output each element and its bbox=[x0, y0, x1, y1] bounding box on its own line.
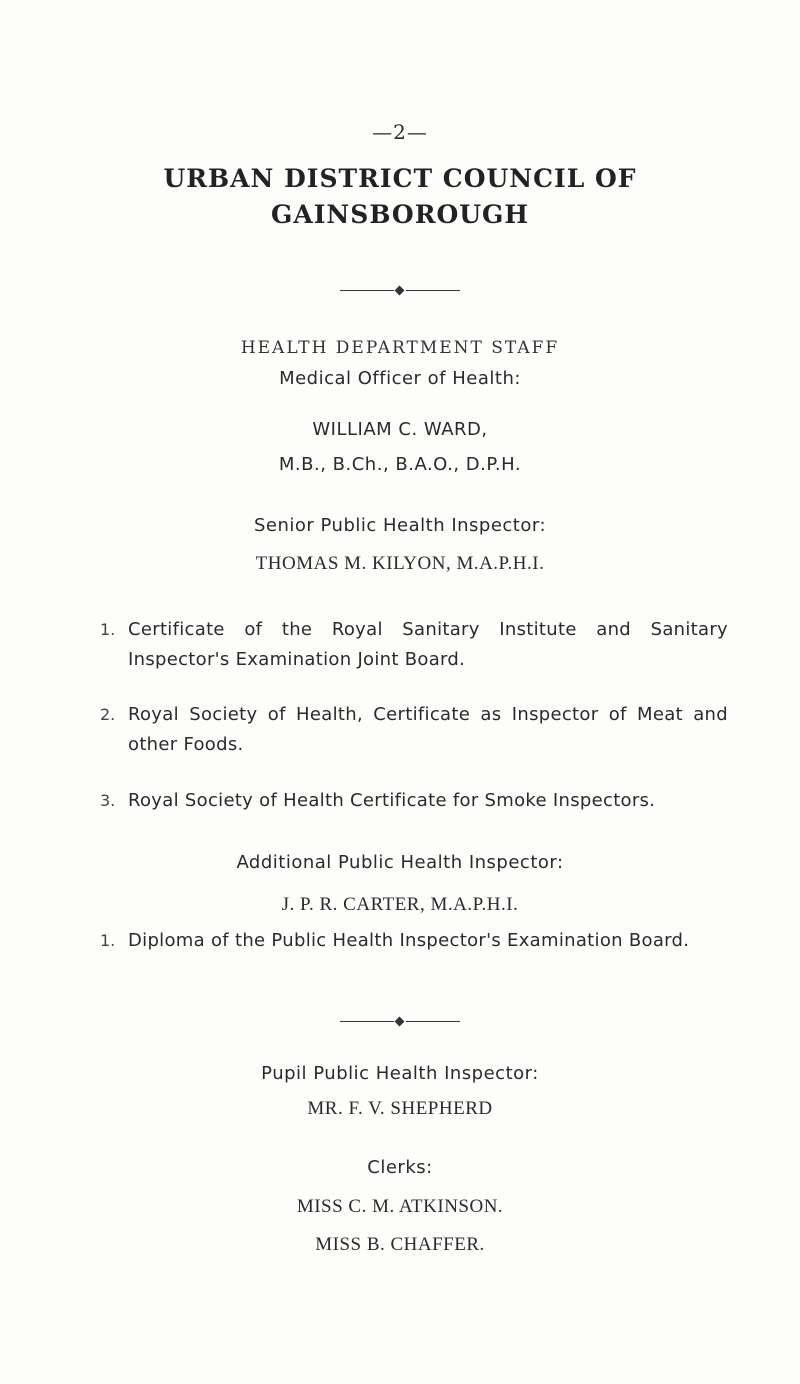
senior-item-number: 3. bbox=[100, 791, 116, 810]
divider-ornament bbox=[340, 285, 460, 297]
additional-inspector-role: Additional Public Health Inspector: bbox=[236, 852, 564, 873]
clerks-role: Clerks: bbox=[367, 1157, 433, 1178]
divider-ornament bbox=[340, 1016, 460, 1028]
senior-inspector-name: THOMAS M. KILYON, M.A.P.H.I. bbox=[255, 553, 545, 574]
medical-officer-role: Medical Officer of Health: bbox=[279, 368, 521, 389]
additional-inspector-name: J. P. R. CARTER, M.A.P.H.I. bbox=[281, 894, 519, 915]
pupil-inspector-name: MR. F. V. SHEPHERD bbox=[307, 1098, 493, 1119]
medical-officer-qualifications: M.B., B.Ch., B.A.O., D.P.H. bbox=[278, 454, 522, 475]
senior-item-number: 2. bbox=[100, 705, 116, 724]
additional-item-text: Diploma of the Public Health Inspector's Examination Board. bbox=[128, 930, 690, 951]
clerk-name: MISS C. M. ATKINSON. bbox=[296, 1196, 504, 1217]
senior-item-text: Certificate of the Royal Sanitary Institute and Sanitary Inspector's Examination Joint Board. bbox=[128, 619, 728, 670]
council-title-line1: URBAN DISTRICT COUNCIL OF bbox=[163, 164, 637, 193]
senior-item-text: Royal Society of Health Certificate for Smoke Inspectors. bbox=[128, 790, 656, 811]
staff-heading: HEALTH DEPARTMENT STAFF bbox=[240, 338, 560, 358]
additional-item-number: 1. bbox=[100, 931, 116, 950]
clerk-name: MISS B. CHAFFER. bbox=[315, 1234, 485, 1255]
pupil-inspector-role: Pupil Public Health Inspector: bbox=[261, 1063, 539, 1084]
page-number: —2— bbox=[372, 120, 428, 144]
senior-item-text: Royal Society of Health, Certificate as Inspector of Meat and other Foods. bbox=[128, 704, 728, 755]
senior-item-number: 1. bbox=[100, 620, 116, 639]
council-title-line2: GAINSBOROUGH bbox=[270, 200, 530, 229]
senior-inspector-role: Senior Public Health Inspector: bbox=[253, 515, 547, 536]
medical-officer-name: WILLIAM C. WARD, bbox=[312, 419, 488, 440]
